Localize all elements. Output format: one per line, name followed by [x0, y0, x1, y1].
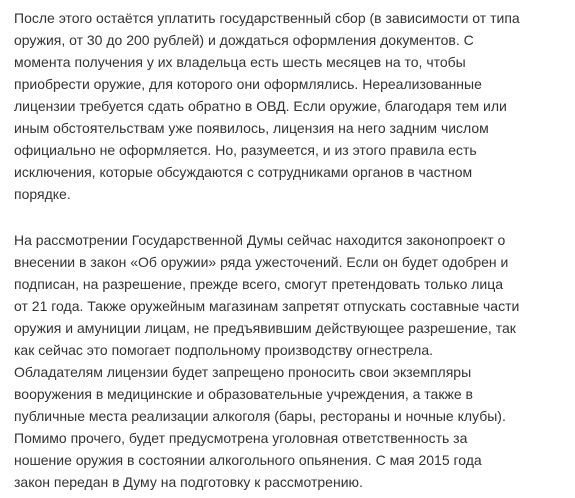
text-line: момента получения у их владельца есть шесть месяцев на то, чтобы [14, 54, 466, 70]
text-line: подписан, на разрешение, прежде всего, смогут претендовать только лица [14, 276, 504, 292]
text-line: внесении в закон «Об оружии» ряда ужесточений. Если он будет одобрен и [14, 254, 509, 270]
text-line: На рассмотрении Государственной Думы сейчас находится законопроект о [14, 232, 506, 248]
paragraph-license-procedure [14, 7, 569, 205]
text-line: Обладателям лицензии будет запрещено проносить свои экземпляры [14, 364, 472, 380]
text-line: порядке. [14, 186, 71, 202]
text-line: оружия и амуниции лицам, не предъявившим действующее разрешение, так [14, 320, 516, 336]
text-line: от 21 года. Также оружейным магазинам запретят отпускать составные части [14, 298, 520, 314]
article-text [14, 7, 569, 493]
text-line: ношение оружия в состоянии алкогольного опьянения. С мая 2015 года [14, 452, 482, 468]
text-line: закон передан в Думу на подготовку к рассмотрению. [14, 474, 363, 490]
text-line: официально не оформляется. Но, разумеется, и из этого правила есть [14, 142, 477, 158]
paragraph-draft-law [14, 229, 569, 493]
text-line: как сейчас это помогает подпольному производству огнестрела. [14, 342, 434, 358]
text-line: оружия, от 30 до 200 рублей) и дождаться оформления документов. С [14, 32, 474, 48]
text-line: После этого остаётся уплатить государственный сбор (в зависимости от типа [14, 10, 520, 26]
text-line: вооружения в медицинские и образовательные учреждения, а также в [14, 386, 473, 402]
text-line: исключения, которые обсуждаются с сотрудниками органов в частном [14, 164, 473, 180]
text-line: Помимо прочего, будет предусмотрена уголовная ответственность за [14, 430, 468, 446]
text-line: лицензии требуется сдать обратно в ОВД. Если оружие, благодаря тем или [14, 98, 507, 114]
text-line: приобрести оружие, для которого они оформлялись. Нереализованные [14, 76, 482, 92]
text-line: иным обстоятельствам уже появилось, лицензия на него задним числом [14, 120, 489, 136]
text-line: публичные места реализации алкоголя (бары, рестораны и ночные клубы). [14, 408, 506, 424]
